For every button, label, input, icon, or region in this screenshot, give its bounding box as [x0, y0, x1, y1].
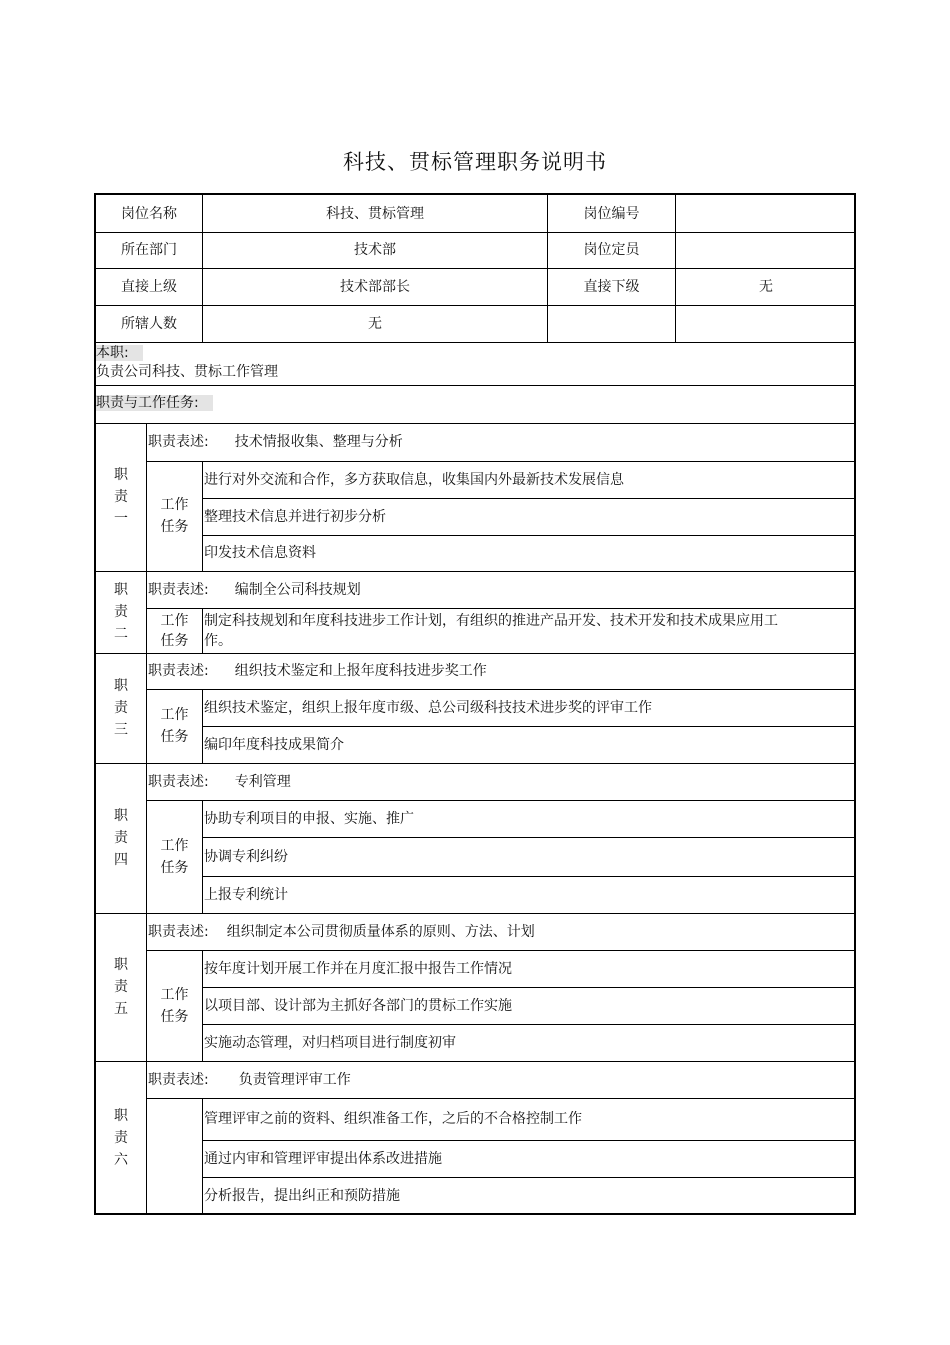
duty-3-task-2: 编印年度科技成果简介	[204, 736, 344, 753]
duty-5-task-1: 按年度计划开展工作并在月度汇报中报告工作情况	[204, 960, 512, 977]
page-title: 科技、贯标管理职务说明书	[343, 150, 607, 174]
duty-6-task-1: 管理评审之前的资料、组织准备工作，之后的不合格控制工作	[204, 1111, 582, 1127]
core-duty-text: 负责公司科技、贯标工作管理	[96, 364, 278, 380]
duty-4-description	[147, 763, 847, 800]
duty-char: 责	[114, 830, 128, 846]
duty-1-task-3: 印发技术信息资料	[204, 545, 316, 561]
task-label-top: 工作	[160, 612, 189, 629]
duty-6-task-2: 通过内审和管理评审提出体系改进措施	[204, 1150, 442, 1167]
duty-char: 责	[114, 489, 128, 505]
duty-char: 二	[114, 626, 128, 642]
duty-char: 职	[114, 808, 128, 824]
subordinate-value: 无	[759, 278, 773, 295]
position-code-label: 岗位编号	[583, 205, 640, 222]
duty-5-description	[147, 913, 847, 950]
core-duty-label	[96, 343, 143, 363]
description-label: 职责表述:	[148, 434, 209, 450]
duty-5-task-3: 实施动态管理，对归档项目进行制度初审	[204, 1034, 456, 1051]
task-label-top: 工作	[160, 986, 189, 1003]
task-label-bottom: 任务	[160, 729, 189, 745]
duty-1-description	[147, 423, 847, 461]
task-label-top: 工作	[160, 707, 189, 723]
duty-char: 四	[114, 852, 128, 868]
description-text: 负责管理评审工作	[238, 1071, 351, 1088]
subordinate-label: 直接下级	[583, 278, 640, 295]
managed-label: 所辖人数	[121, 315, 177, 332]
description-text: 技术情报收集、整理与分析	[234, 434, 403, 450]
duty-char: 三	[114, 722, 128, 738]
description-text: 组织技术鉴定和上报年度科技进步奖工作	[234, 663, 487, 679]
duty-1-task-2: 整理技术信息并进行初步分析	[204, 508, 386, 525]
duties-header-text: 职责与工作任务:	[96, 395, 213, 411]
description-label: 职责表述:	[148, 581, 209, 598]
duty-4-label	[96, 763, 146, 913]
superior-value: 技术部部长	[340, 278, 410, 295]
duties-header	[96, 393, 213, 413]
duty-4-task-1: 协助专利项目的申报、实施、推广	[204, 810, 414, 827]
duty-5-task-2: 以项目部、设计部为主抓好各部门的贯标工作实施	[204, 997, 512, 1014]
task-label-top: 工作	[160, 837, 189, 854]
duty-5-label	[96, 913, 146, 1061]
duty-char: 五	[114, 1001, 128, 1017]
duty-char: 责	[114, 979, 128, 995]
core-duty-label-text: 本职:	[96, 345, 143, 361]
duty-2-label	[96, 571, 146, 653]
duty-char: 职	[114, 582, 128, 598]
headcount-label: 岗位定员	[583, 242, 640, 258]
task-label-bottom: 任务	[160, 859, 189, 876]
grid-line	[96, 342, 856, 343]
duty-char: 责	[114, 1130, 128, 1146]
duty-char: 一	[114, 511, 128, 527]
description-label: 职责表述:	[148, 773, 209, 790]
department-value: 技术部	[354, 242, 396, 258]
description-text: 专利管理	[234, 773, 291, 790]
headcount-value	[676, 232, 856, 268]
task-label-top: 工作	[160, 497, 189, 513]
duty-1-task-1: 进行对外交流和合作，多方获取信息，收集国内外最新技术发展信息	[204, 471, 624, 488]
duty-char: 职	[114, 678, 128, 694]
duty-char: 责	[114, 604, 128, 620]
duty-1-label	[96, 423, 146, 571]
duty-4-task-2: 协调专利纠纷	[204, 848, 288, 865]
duty-2-task-1: 制定科技规划和年度科技进步工作计划，有组织的推进产品开发、技术开发和技术成果应用工作。	[204, 612, 778, 649]
duty-char: 职	[114, 957, 128, 973]
description-text: 组织制定本公司贯彻质量体系的原则、方法、计划	[226, 923, 535, 940]
task-label-bottom: 任务	[160, 519, 189, 535]
duty-char: 职	[114, 1108, 128, 1124]
description-label: 职责表述:	[148, 663, 209, 679]
department-label: 所在部门	[121, 242, 177, 258]
description-label: 职责表述:	[148, 1071, 209, 1088]
description-text: 编制全公司科技规划	[234, 581, 361, 598]
duty-1-task-label	[147, 461, 202, 571]
position-name-value: 科技、贯标管理	[326, 205, 424, 222]
managed-value: 无	[368, 315, 382, 332]
duty-3-task-1: 组织技术鉴定，组织上报年度市级、总公司级科技技术进步奖的评审工作	[204, 699, 652, 716]
grid-line	[96, 385, 856, 386]
duty-char: 六	[114, 1152, 128, 1168]
duty-5-task-label	[147, 950, 202, 1061]
duty-4-task-label	[147, 800, 202, 913]
duty-3-label	[96, 653, 146, 763]
duty-char: 职	[114, 467, 128, 483]
position-name-label: 岗位名称	[121, 205, 177, 222]
duty-2-description	[147, 571, 847, 608]
position-code-value	[676, 195, 856, 232]
task-label-bottom: 任务	[160, 1008, 189, 1025]
duty-char: 责	[114, 700, 128, 716]
description-label: 职责表述:	[148, 923, 209, 940]
duty-4-task-3: 上报专利统计	[204, 886, 288, 903]
duty-6-label	[96, 1061, 146, 1215]
job-description-table	[94, 193, 856, 1215]
duty-3-description	[147, 653, 847, 689]
duty-6-description	[147, 1061, 847, 1098]
task-label-bottom: 任务	[160, 632, 189, 649]
duty-6-task-3: 分析报告，提出纠正和预防措施	[204, 1188, 400, 1204]
duty-3-task-label	[147, 689, 202, 763]
duty-2-task-label	[147, 608, 202, 653]
superior-label: 直接上级	[121, 278, 177, 295]
